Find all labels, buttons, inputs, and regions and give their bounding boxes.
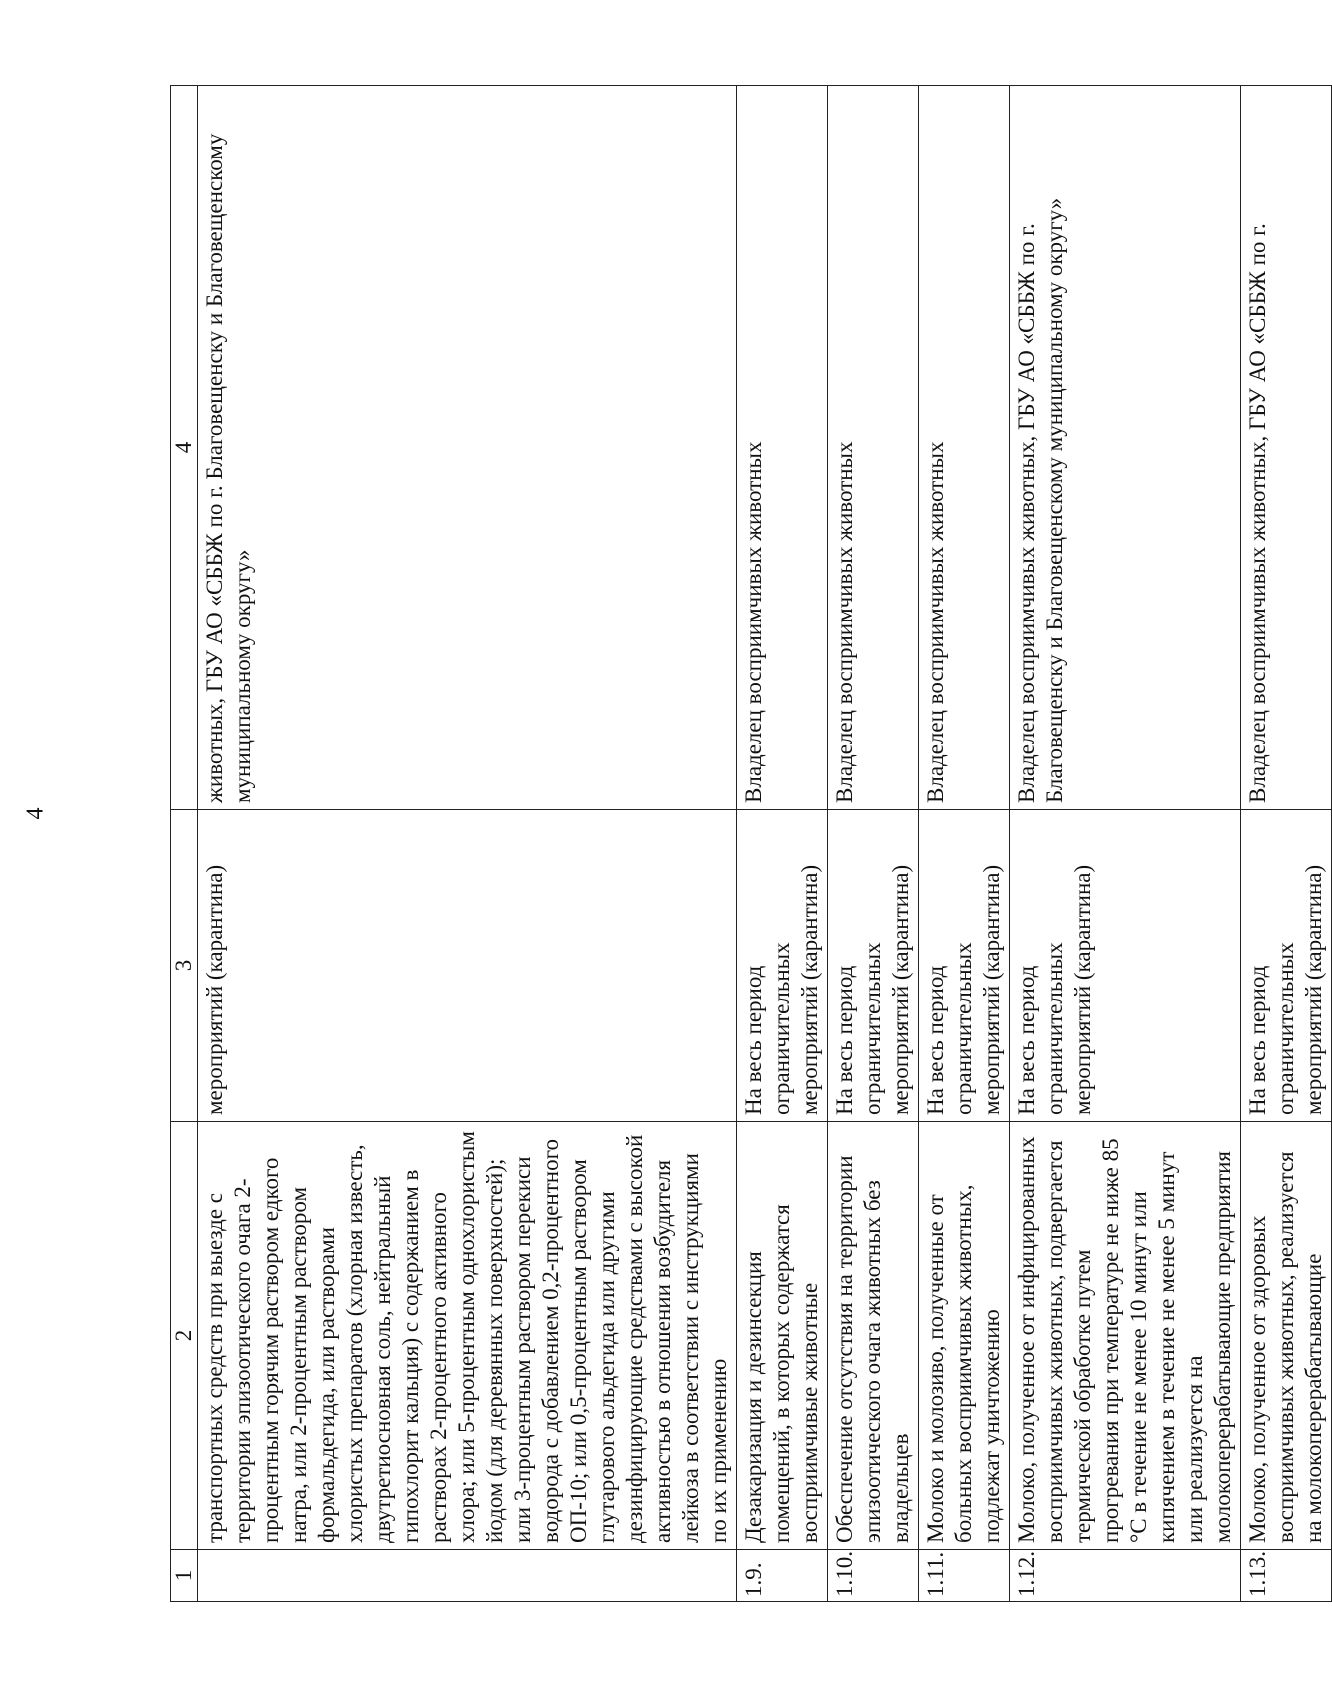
period-cell: На весь период ограничительных мероприятий (карантина)	[1241, 810, 1332, 1122]
responsible-cell: Владелец восприимчивых животных	[919, 86, 1010, 810]
period-cell: На весь период ограничительных мероприятий (карантина)	[919, 810, 1010, 1122]
measure-cell: Молоко, полученное от инфицированных восприимчивых животных, подвергается термической обработке путем прогревания при температуре не ниже 85 °С в течение не менее 10 минут или кипячением в течение не менее 5 минут или реализуется на молокоперерабатывающие предприятия	[1010, 1122, 1241, 1550]
period-cell: На весь период ограничительных мероприятий (карантина)	[1010, 810, 1241, 1122]
table-row	[1010, 86, 1241, 1602]
responsible-cell: Владелец восприимчивых животных, ГБУ АО «СББЖ по г. Благовещенску и Благовещенскому муниципальному округу»	[1010, 86, 1241, 810]
period-cell: На весь период ограничительных мероприятий (карантина)	[828, 810, 919, 1122]
header-col-3: 3	[171, 810, 198, 1122]
measure-cell: Молоко и молозиво, полученные от больных восприимчивых животных, подлежат уничтожению	[919, 1122, 1010, 1550]
measure-cell: Молоко, полученное от здоровых восприимчивых животных, реализуется на молокоперерабатывающие	[1241, 1122, 1332, 1550]
measure-cell: транспортных средств при выезде с территории эпизоотического очага 2-процентным горячим раствором едкого натра, или 2-процентным раствором формальдегида, или растворами хлористых препаратов (хлорная известь, двутретиосновная соль, нейтральный гипохлорит кальция) с содержанием в растворах 2-процентного активного хлора; или 5-процентным однохлористым йодом (для деревянных поверхностей); или 3-процентным раствором перекиси водорода с добавлением 0,2-процентного ОП-10; или 0,5-процентным раствором глутарового альдегида или другими дезинфицирующие средствами с высокой активностью в отношении возбудителя лейкоза в соответствии с инструкциями по их применению	[198, 1122, 737, 1550]
measure-cell: Дезакаризация и дезинсекция помещений, в которых содержатся восприимчивые животные	[737, 1122, 828, 1550]
row-number	[198, 1550, 737, 1602]
rotated-table-container	[170, 86, 1326, 1602]
header-row	[171, 86, 198, 1602]
row-number: 1.10.	[828, 1550, 919, 1602]
responsible-cell: Владелец восприимчивых животных, ГБУ АО «СББЖ по г.	[1241, 86, 1332, 810]
responsible-cell: Владелец восприимчивых животных	[737, 86, 828, 810]
measure-cell: Обеспечение отсутствия на территории эпизоотического очага животных без владельцев	[828, 1122, 919, 1550]
period-cell: мероприятий (карантина)	[198, 810, 737, 1122]
responsible-cell: Владелец восприимчивых животных	[828, 86, 919, 810]
measures-table	[170, 85, 1332, 1602]
table-row	[198, 86, 737, 1602]
period-cell: На весь период ограничительных мероприятий (карантина)	[737, 810, 828, 1122]
table-row	[828, 86, 919, 1602]
row-number: 1.11.	[919, 1550, 1010, 1602]
page-number: 4	[22, 807, 49, 820]
row-number: 1.13.	[1241, 1550, 1332, 1602]
table-row	[737, 86, 828, 1602]
row-number: 1.9.	[737, 1550, 828, 1602]
row-number: 1.12.	[1010, 1550, 1241, 1602]
header-col-4: 4	[171, 86, 198, 810]
table-row	[1241, 86, 1332, 1602]
responsible-cell: животных, ГБУ АО «СББЖ по г. Благовещенску и Благовещенскому муниципальному округу»	[198, 86, 737, 810]
table-row	[919, 86, 1010, 1602]
header-col-2: 2	[171, 1122, 198, 1550]
header-col-1: 1	[171, 1550, 198, 1602]
